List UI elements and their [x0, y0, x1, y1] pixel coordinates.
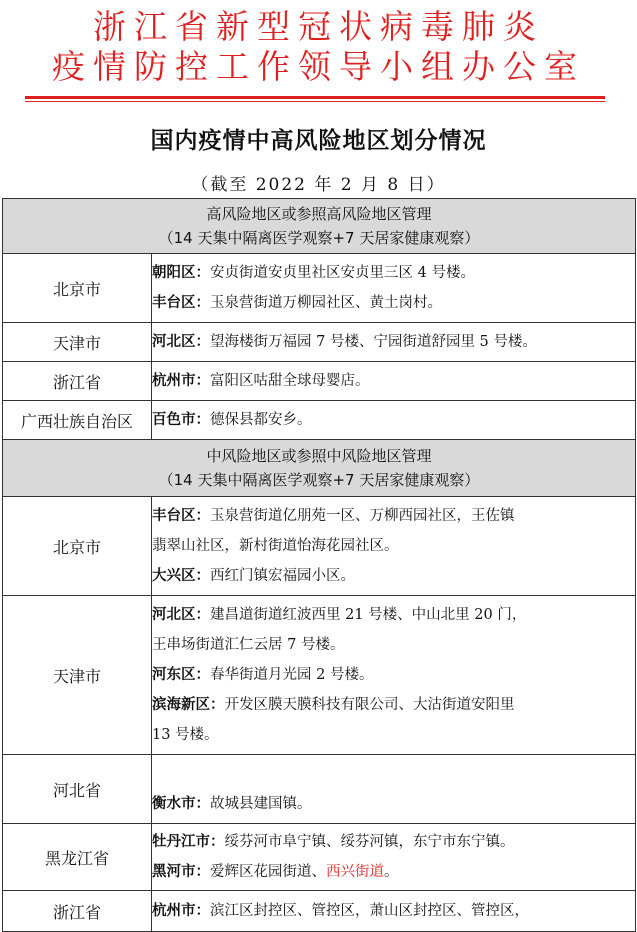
high-risk-section-header [3, 199, 636, 254]
issuer-line-1: 浙江省新型冠状病毒肺炎 [93, 7, 544, 46]
area-text: 爱辉区花园街道、 [210, 864, 326, 880]
region-cell: 北京市 [3, 254, 152, 323]
area-text: 滨江区封控区、管控区，萧山区封控区、管控区， [210, 903, 529, 919]
area-text: 开发区膜天膜科技有限公司、大沽街道安阳里 [224, 697, 515, 713]
medium-risk-measure: （14 天集中隔离医学观察+7 天居家健康观察） [158, 471, 480, 489]
area-text: 绥芬河市阜宁镇、绥芬河镇，东宁市东宁镇。 [224, 834, 515, 850]
table-row [3, 755, 636, 824]
detail-cell [152, 755, 636, 824]
high-risk-measure: （14 天集中隔离医学观察+7 天居家健康观察） [158, 229, 480, 247]
region-cell: 浙江省 [3, 362, 152, 401]
detail-cell [152, 497, 636, 596]
detail-cell [152, 401, 636, 440]
detail-cell [152, 362, 636, 401]
district-label: 朝阳区： [152, 264, 210, 281]
area-text: 建昌道街道红波西里 21 号楼、中山北里 20 门， [210, 607, 527, 623]
region-cell: 黑龙江省 [3, 824, 152, 891]
medium-risk-section-header [3, 440, 636, 497]
area-text: 西红门镇宏福园小区。 [210, 568, 355, 584]
district-label: 丰台区： [152, 294, 210, 311]
table-row [3, 362, 636, 401]
district-label: 河北区： [152, 606, 210, 623]
document-title: 国内疫情中高风险地区划分情况 [150, 127, 487, 154]
district-label: 黑河市： [152, 863, 210, 880]
detail-cell [152, 596, 636, 755]
district-label: 河东区： [152, 666, 210, 683]
district-label: 百色市： [152, 411, 210, 428]
high-risk-heading: 高风险地区或参照高风险地区管理 [206, 205, 432, 223]
district-label: 丰台区： [152, 507, 210, 524]
table-row [3, 323, 636, 362]
region-cell: 北京市 [3, 497, 152, 596]
region-cell: 浙江省 [3, 891, 152, 932]
region-cell: 天津市 [3, 323, 152, 362]
area-text: 13 号楼。 [152, 727, 219, 743]
punctuation: 。 [384, 864, 399, 880]
region-cell: 广西壮族自治区 [3, 401, 152, 440]
area-text: 春华街道月光园 2 号楼。 [210, 667, 374, 683]
risk-area-table [2, 198, 636, 932]
district-label: 滨海新区： [152, 696, 225, 713]
district-label: 杭州市： [152, 902, 210, 919]
district-label: 衡水市： [152, 795, 210, 812]
table-row [3, 824, 636, 891]
region-cell: 河北省 [3, 755, 152, 824]
region-cell: 天津市 [3, 596, 152, 755]
area-text: 富阳区咕甜全球母婴店。 [210, 373, 370, 389]
area-text: 翡翠山社区，新村街道怡海花园社区。 [152, 538, 399, 554]
area-text: 德保县都安乡。 [210, 412, 312, 428]
detail-cell [152, 254, 636, 323]
medium-risk-heading: 中风险地区或参照中风险地区管理 [206, 447, 432, 465]
table-row [3, 401, 636, 440]
district-label: 大兴区： [152, 567, 210, 584]
area-text: 望海楼街万福园 7 号楼、宁园街道舒园里 5 号楼。 [210, 334, 537, 350]
header-rule-thick [25, 96, 605, 99]
detail-cell [152, 891, 636, 932]
table-row [3, 891, 636, 932]
detail-cell [152, 824, 636, 891]
area-text: 玉泉营街道亿朋苑一区、万柳西园社区，王佐镇 [210, 508, 515, 524]
highlighted-area-text: 西兴街道 [326, 864, 384, 880]
area-text: 玉泉营街道万柳园社区、黄土岗村。 [210, 295, 442, 311]
district-label: 牡丹江市： [152, 833, 225, 850]
table-row [3, 497, 636, 596]
header-rule-thin [25, 101, 605, 102]
issuer-line-2: 疫情防控工作领导小组办公室 [52, 47, 585, 86]
district-label: 杭州市： [152, 372, 210, 389]
document-date: （截至 2022 年 2 月 8 日） [191, 175, 446, 195]
table-row [3, 596, 636, 755]
area-text: 安贞街道安贞里社区安贞里三区 4 号楼。 [210, 265, 475, 281]
district-label: 河北区： [152, 333, 210, 350]
area-text: 故城县建国镇。 [210, 796, 312, 812]
area-text: 王串场街道汇仁云居 7 号楼。 [152, 637, 345, 653]
detail-cell [152, 323, 636, 362]
table-row [3, 254, 636, 323]
